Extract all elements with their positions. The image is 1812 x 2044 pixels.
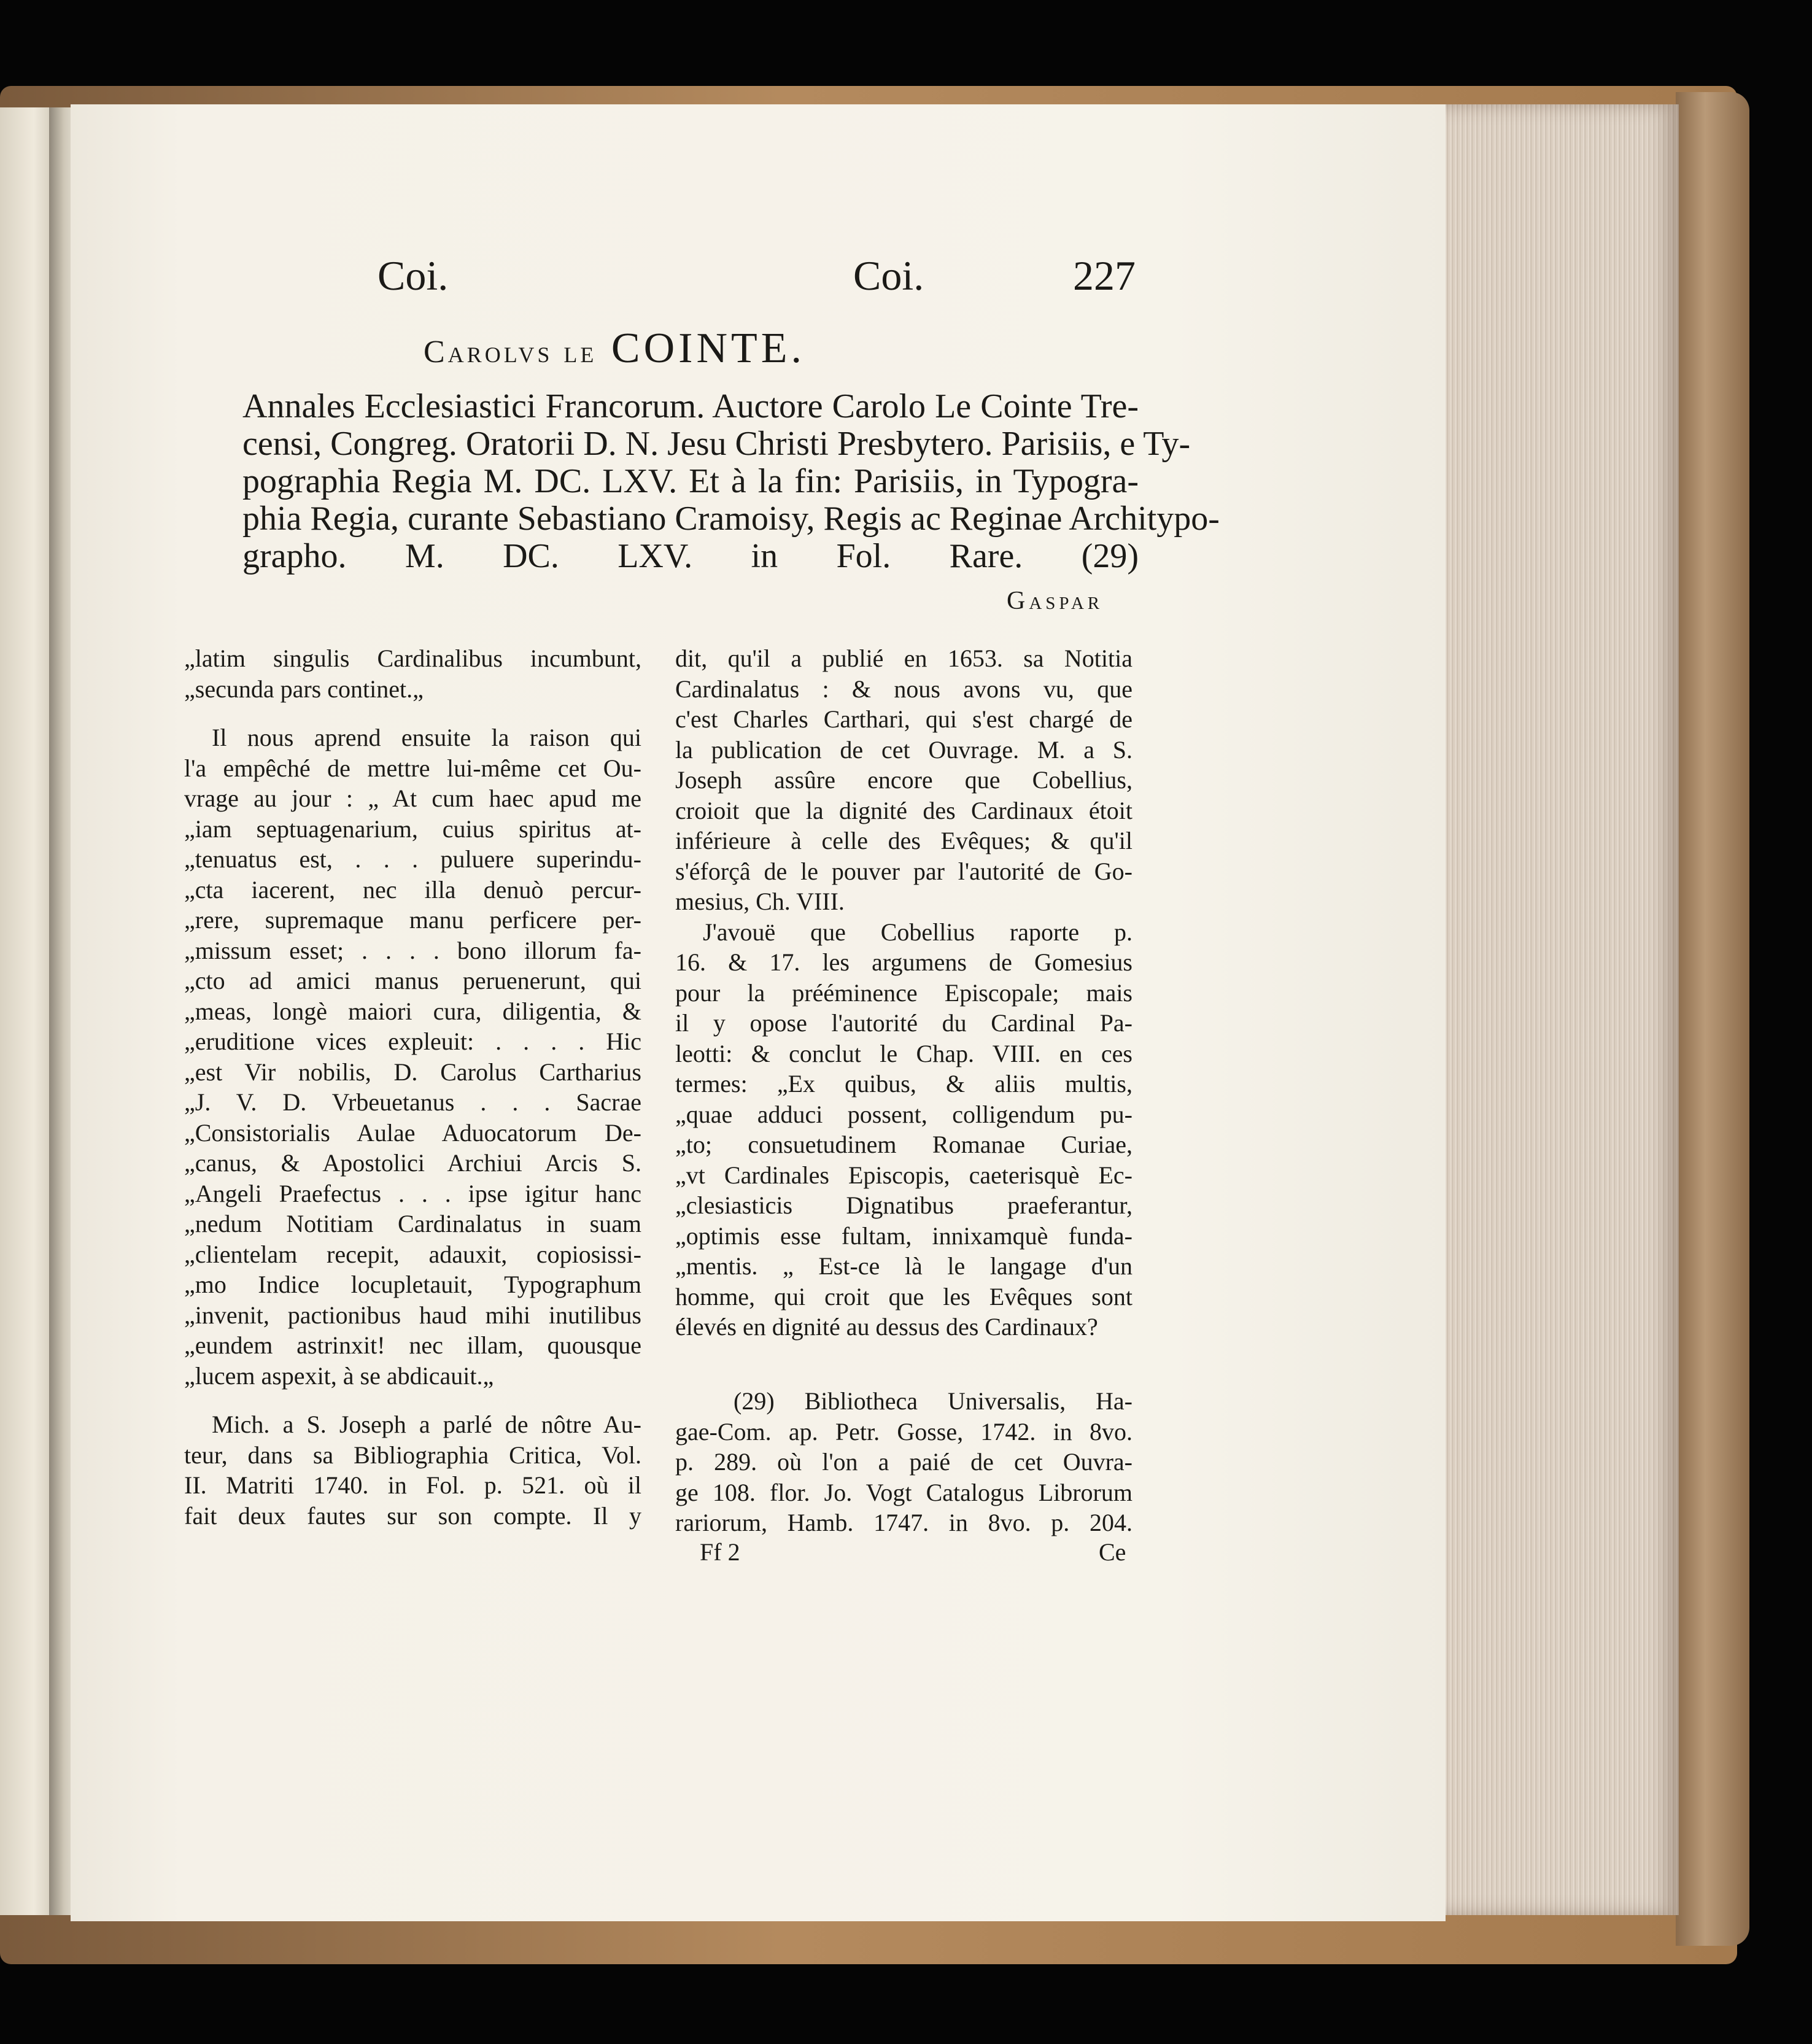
catchword-bottom: Ce bbox=[1099, 1538, 1126, 1566]
left-column-line: „nedum Notitiam Cardinalatus in suam bbox=[184, 1210, 641, 1237]
right-column-line: „quae adduci possent, colligendum pu- bbox=[675, 1100, 1132, 1128]
left-column-line: „latim singulis Cardinalibus incumbunt, bbox=[184, 645, 641, 672]
left-column-line: „Consistorialis Aulae Aduocatorum De- bbox=[184, 1118, 641, 1147]
right-column-line: homme, qui croit que les Evêques sont bbox=[675, 1282, 1132, 1310]
right-column-line: élevés en dignité au dessus des Cardinaux? bbox=[675, 1313, 1098, 1341]
entry-line: censi, Congreg. Oratorii D. N. Jesu Christi Presbytero. Parisiis, e Ty- bbox=[242, 425, 1191, 463]
entry-title bbox=[424, 324, 805, 373]
left-column-line: Mich. a S. Joseph a parlé de nôtre Au- bbox=[212, 1411, 641, 1438]
right-column-line: termes: „Ex quibus, & aliis multis, bbox=[675, 1070, 1132, 1097]
catchword-top: Gaspar bbox=[1007, 587, 1104, 615]
footnote-29 bbox=[675, 1386, 1132, 1538]
left-column-line: „cto ad amici manus peruenerunt, qui bbox=[184, 967, 641, 994]
entry-line: pographia Regia M. DC. LXV. Et à la fin: Parisiis, in Typogra- bbox=[242, 462, 1139, 500]
right-column-line: croioit que la dignité des Cardinaux étoit bbox=[675, 796, 1132, 824]
running-head-left: Coi. bbox=[377, 252, 449, 299]
left-column-line: „cta iacerent, nec illa denuò percur- bbox=[184, 875, 641, 904]
right-column-line: „optimis esse fultam, innixamquè funda- bbox=[675, 1221, 1132, 1250]
left-column-line: l'a empêché de mettre lui-même cet Ou- bbox=[184, 754, 641, 782]
entry-line: grapho. M. DC. LXV. in Fol. Rare. (29) bbox=[242, 537, 1139, 575]
footnote-line: p. 289. où l'on a paié de cet Ouvra- bbox=[675, 1448, 1132, 1476]
bibliographic-entry bbox=[242, 387, 1220, 575]
left-column-line: „secunda pars continet.„ bbox=[184, 675, 424, 703]
book-spine bbox=[1676, 92, 1749, 1946]
left-column-line: „rere, supremaque manu perficere per- bbox=[184, 906, 641, 934]
right-column-line: s'éforçâ de le pouver par l'autorité de Go- bbox=[675, 857, 1132, 885]
entry-line: Annales Ecclesiastici Francorum. Auctore Carolo Le Cointe Tre- bbox=[242, 387, 1139, 425]
right-column-line: inférieure à celle des Evêques; & qu'il bbox=[675, 827, 1132, 854]
right-column-line: „to; consuetudinem Romanae Curiae, bbox=[675, 1131, 1132, 1158]
entry-line: phia Regia, curante Sebastiano Cramoisy, Regis ac Reginae Architypo- bbox=[242, 500, 1220, 538]
signature-mark: Ff 2 bbox=[700, 1538, 740, 1566]
author-surname: COINTE. bbox=[611, 325, 806, 372]
footnote-line: rariorum, Hamb. 1747. in 8vo. p. 204. bbox=[675, 1509, 1132, 1536]
right-column-line: leotti: & conclut le Chap. VIII. en ces bbox=[675, 1039, 1132, 1067]
author-first-name: Carolvs le bbox=[424, 335, 597, 370]
page-edges bbox=[1439, 104, 1679, 1915]
right-column-line: Joseph assûre encore que Cobellius, bbox=[675, 766, 1132, 794]
right-column-line: dit, qu'il a publié en 1653. sa Notitia bbox=[675, 645, 1132, 672]
page-number: 227 bbox=[1073, 252, 1136, 299]
right-column-line: pour la prééminence Episcopale; mais bbox=[675, 978, 1132, 1007]
right-column-line: il y opose l'autorité du Cardinal Pa- bbox=[675, 1009, 1132, 1037]
right-column-line: „vt Cardinales Episcopis, caeterisquè Ec- bbox=[675, 1161, 1132, 1189]
right-column-line: „mentis. „ Est-ce là le langage d'un bbox=[675, 1252, 1132, 1280]
left-column-line: „J. V. D. Vrbeuetanus . . . Sacrae bbox=[184, 1088, 641, 1116]
paragraph-gap bbox=[184, 1391, 641, 1409]
left-column-line: „Angeli Praefectus . . . ipse igitur hanc bbox=[184, 1179, 641, 1207]
left-column-line: „eruditione vices expleuit: . . . . Hic bbox=[184, 1028, 641, 1055]
left-column-line: „missum esset; . . . . bono illorum fa- bbox=[184, 936, 641, 964]
left-column-line: „tenuatus est, . . . puluere superindu- bbox=[184, 845, 641, 873]
right-column-line: c'est Charles Carthari, qui s'est chargé de bbox=[675, 705, 1132, 733]
left-column-line: Il nous aprend ensuite la raison qui bbox=[212, 724, 641, 751]
left-column-line: „canus, & Apostolici Archiui Arcis S. bbox=[184, 1149, 641, 1177]
right-column-line: „clesiasticis Dignatibus praeferantur, bbox=[675, 1191, 1132, 1219]
footnote-line: gae-Com. ap. Petr. Gosse, 1742. in 8vo. bbox=[675, 1417, 1132, 1446]
footnote-line: ge 108. flor. Jo. Vogt Catalogus Librorum bbox=[675, 1478, 1132, 1506]
left-column bbox=[184, 643, 641, 1531]
left-column-line: „meas, longè maiori cura, diligentia, & bbox=[184, 997, 641, 1025]
left-column-line: „mo Indice locupletauit, Typographum bbox=[184, 1271, 641, 1298]
left-column-line: „clientelam recepit, adauxit, copiosissi- bbox=[184, 1240, 641, 1268]
footnote-line: (29) Bibliotheca Universalis, Ha- bbox=[734, 1387, 1132, 1415]
left-column-line: fait deux fautes sur son compte. Il y bbox=[184, 1501, 641, 1530]
left-column-line: vrage au jour : „ At cum haec apud me bbox=[184, 784, 641, 812]
right-column-line: la publication de cet Ouvrage. M. a S. bbox=[675, 735, 1132, 764]
left-column-line: „eundem astrinxit! nec illam, quousque bbox=[184, 1331, 641, 1359]
left-column-line: teur, dans sa Bibliographia Critica, Vol. bbox=[184, 1441, 641, 1469]
right-column-line: Cardinalatus : & nous avons vu, que bbox=[675, 675, 1132, 703]
left-column-line: „iam septuagenarium, cuius spiritus at- bbox=[184, 815, 641, 843]
right-column-line: 16. & 17. les argumens de Gomesius bbox=[675, 948, 1132, 976]
paragraph-gap bbox=[184, 704, 641, 722]
running-head-center: Coi. bbox=[853, 252, 924, 299]
left-column-line: „lucem aspexit, à se abdicauit.„ bbox=[184, 1361, 494, 1390]
right-column-line: J'avouë que Cobellius raporte p. bbox=[703, 918, 1132, 946]
left-column-line: „est Vir nobilis, D. Carolus Cartharius bbox=[184, 1058, 641, 1086]
right-column bbox=[675, 643, 1132, 1342]
left-column-line: „invenit, pactionibus haud mihi inutilibus bbox=[184, 1301, 641, 1329]
right-column-line: mesius, Ch. VIII. bbox=[675, 888, 845, 915]
left-column-line: II. Matriti 1740. in Fol. p. 521. où il bbox=[184, 1471, 641, 1499]
